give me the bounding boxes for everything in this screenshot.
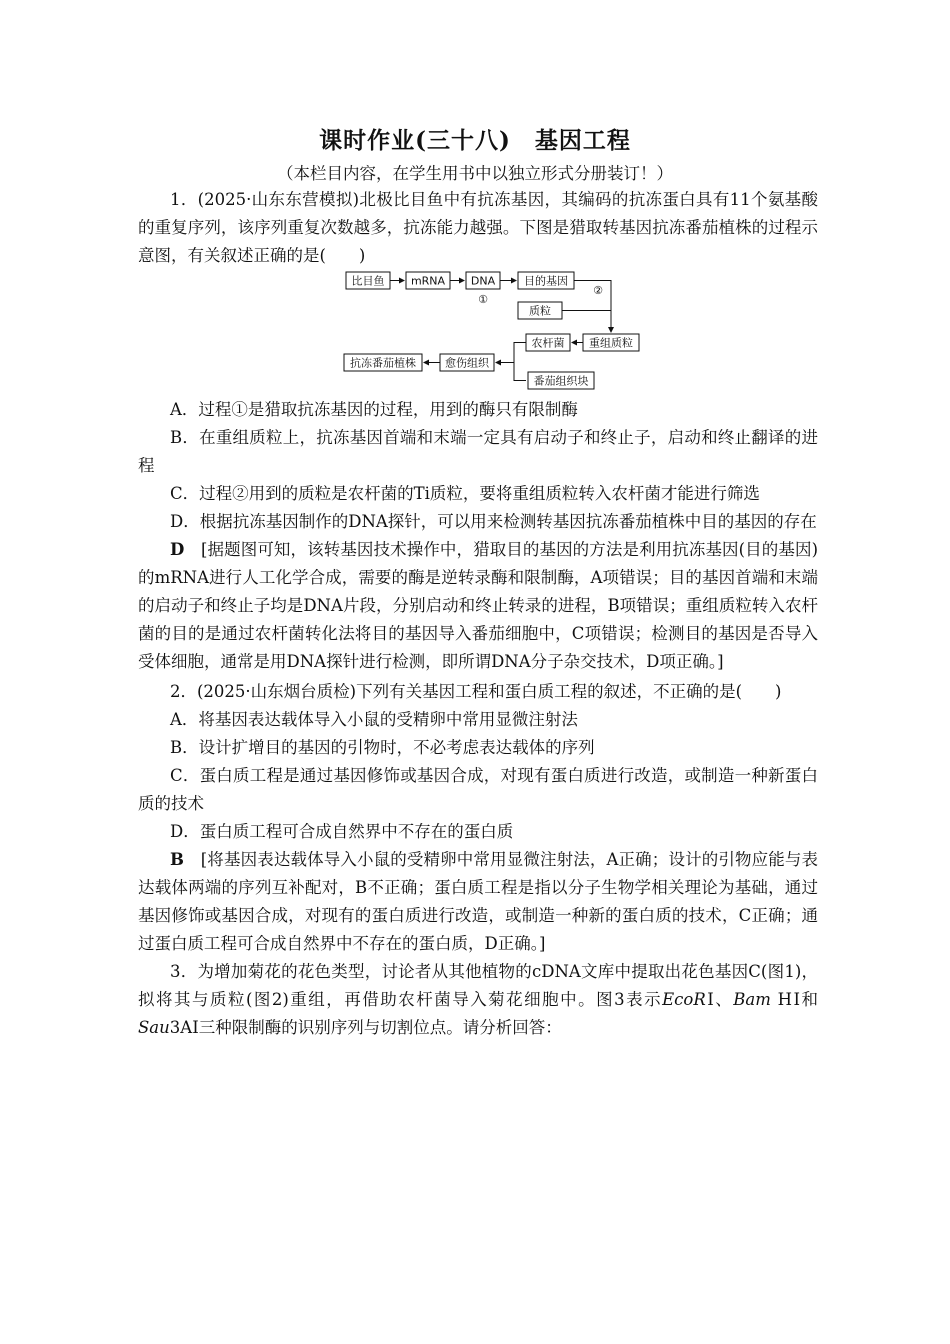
- question-2-option-d: D．蛋白质工程可合成自然界中不存在的蛋白质: [170, 822, 514, 841]
- question-2-option-c: C．蛋白质工程是通过基因修饰或基因合成，对现有蛋白质进行改造，或制造一种新蛋白质的技术: [138, 766, 818, 813]
- enzyme-bam-suffix: HⅠ和: [777, 990, 818, 1009]
- page-subtitle: （本栏目内容，在学生用书中以独立形式分册装订！）: [277, 164, 673, 183]
- question-1-option-a: A．过程①是猎取抗冻基因的过程，用到的酶只有限制酶: [170, 400, 578, 419]
- answer-explanation: [将基因表达载体导入小鼠的受精卵中常用显微注射法，A正确；设计的引物应能与表达载体两端的序列互补配对，B不正确；蛋白质工程是指以分子生物学相关理论为基础，通过基因修饰或基因合成，对现有的蛋白质进行改造，或制造一种新的蛋白质的技术，C正确；通过蛋白质工程可合成自然界中不存在的蛋白质，D正确。]: [138, 850, 819, 953]
- label-dna: DNA: [470, 274, 496, 288]
- question-1-answer: [138, 536, 818, 676]
- question-1-option-d: D．根据抗冻基因制作的DNA探针，可以用来检测转基因抗冻番茄植株中目的基因的存在: [170, 512, 817, 531]
- enzyme-sau: Sau: [138, 1018, 170, 1037]
- label-target-gene: 目的基因: [524, 274, 568, 288]
- question-1-stem: 1．(2025·山东东营模拟)北极比目鱼中有抗冻基因，其编码的抗冻蛋白具有11个氨基酸的重复序列，该序列重复次数越多，抗冻能力越强。下图是猎取转基因抗冻番茄植株的过程示意图，有关叙述正确的是( ): [138, 190, 818, 265]
- question-1-option-b: B．在重组质粒上，抗冻基因首端和末端一定具有启动子和终止子，启动和终止翻译的进程: [138, 428, 818, 475]
- question-3-stem: [138, 958, 818, 1042]
- question-1-body: [138, 396, 818, 1042]
- question-2-option-a: A．将基因表达载体导入小鼠的受精卵中常用显微注射法: [170, 710, 578, 729]
- flow-diagram-svg: [340, 270, 640, 390]
- label-tissue: 番茄组织块: [533, 374, 589, 388]
- question-2-option-b: B．设计扩增目的基因的引物时，不必考虑表达载体的序列: [170, 738, 595, 757]
- label-agro: 农杆菌: [531, 336, 565, 350]
- enzyme-ecor: EcoR: [662, 990, 706, 1009]
- enzyme-bam: Bam: [733, 990, 771, 1009]
- label-step-2: ②: [593, 284, 603, 297]
- question-1: [138, 186, 818, 270]
- label-plant: 抗冻番茄植株: [350, 356, 416, 370]
- question-2-stem: 2．(2025·山东烟台质检)下列有关基因工程和蛋白质工程的叙述，不正确的是( ): [170, 682, 782, 701]
- gene-engineering-flow-diagram: [340, 270, 640, 390]
- label-callus: 愈伤组织: [445, 356, 489, 370]
- question-2-answer: [138, 846, 818, 958]
- label-recombinant: 重组质粒: [589, 336, 633, 350]
- answer-key: B: [170, 850, 184, 869]
- answer-key: D: [170, 540, 185, 559]
- answer-explanation: [据题图可知，该转基因技术操作中，猎取目的基因的方法是利用抗冻基因(目的基因)的mRNA进行人工化学合成，需要的酶是逆转录酶和限制酶，A项错误；目的基因首端和末端的启动子和终止子均是DNA片段，分别启动和终止转录的进程，B项错误；重组质粒转入农杆菌的目的是通过农杆菌转化法将目的基因导入番茄细胞中，C项错误；检测目的基因是否导入受体细胞，通常是用DNA探针进行检测，即所谓DNA分子杂交技术，D项正确。]: [138, 540, 819, 671]
- label-step-1: ①: [478, 293, 488, 306]
- enzyme-ecor-suffix: Ⅰ、: [705, 990, 734, 1009]
- page-title: 课时作业(三十八) 基因工程: [319, 127, 631, 154]
- label-fish: 比目鱼: [351, 274, 385, 288]
- label-mrna: mRNA: [410, 274, 446, 288]
- label-plasmid: 质粒: [529, 304, 551, 318]
- question-3-stem-text: 3．为增加菊花的花色类型，讨论者从其他植物的cDNA文库中提取出花色基因C(图1)，拟将其与质粒(图2)重组，再借助农杆菌导入菊花细胞中。图3表示: [138, 962, 818, 1009]
- enzyme-sau-suffix: 3AⅠ三种限制酶的识别序列与切割位点。请分析回答：: [169, 1018, 562, 1037]
- question-1-option-c: C．过程②用到的质粒是农杆菌的Ti质粒，要将重组质粒转入农杆菌才能进行筛选: [170, 484, 760, 503]
